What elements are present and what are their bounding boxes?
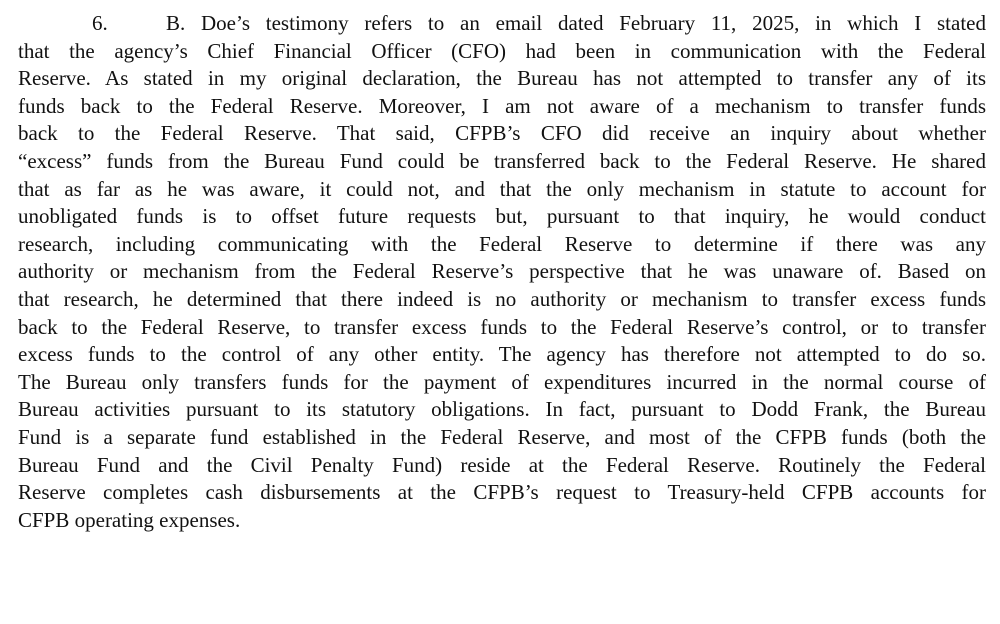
- paragraph-first-line: [18, 10, 986, 38]
- paragraph-line: that research, he determined that there indeed is no authority or mechanism to transfer excess funds: [18, 286, 986, 311]
- paragraph-line: funds back to the Federal Reserve. Moreover, I am not aware of a mechanism to transfer funds: [18, 93, 986, 118]
- paragraph-line: Fund is a separate fund established in the Federal Reserve, and most of the CFPB funds (both the: [18, 424, 986, 449]
- paragraph-line: unobligated funds is to offset future requests but, pursuant to that inquiry, he would conduct: [18, 204, 986, 229]
- paragraph-line: Bureau activities pursuant to its statutory obligations. In fact, pursuant to Dodd Frank, the Bureau: [18, 397, 986, 422]
- paragraph-line: The Bureau only transfers funds for the payment of expenditures incurred in the normal course of: [18, 369, 986, 394]
- paragraph-line: that the agency’s Chief Financial Officer (CFO) had been in communication with the Federal: [18, 38, 986, 63]
- paragraph-line: CFPB operating expenses.: [18, 507, 241, 532]
- paragraph-line: Reserve. As stated in my original declaration, the Bureau has not attempted to transfer any of its: [18, 66, 986, 91]
- paragraph-line: back to the Federal Reserve. That said, CFPB’s CFO did receive an inquiry about whether: [18, 121, 986, 146]
- paragraph-line: back to the Federal Reserve, to transfer excess funds to the Federal Reserve’s control, or to transfer: [18, 314, 986, 339]
- paragraph-line: research, including communicating with the Federal Reserve to determine if there was any: [18, 231, 986, 256]
- paragraph-line: Reserve completes cash disbursements at the CFPB’s request to Treasury-held CFPB accounts for: [18, 480, 986, 505]
- paragraph-number: 6.: [92, 11, 108, 35]
- paragraph-line: Bureau Fund and the Civil Penalty Fund) reside at the Federal Reserve. Routinely the Federal: [18, 452, 986, 477]
- paragraph-line: authority or mechanism from the Federal Reserve’s perspective that he was unaware of. Based on: [18, 259, 986, 284]
- paragraph-line: that as far as he was aware, it could not, and that the only mechanism in statute to account for: [18, 176, 986, 201]
- paragraph-line: “excess” funds from the Bureau Fund could be transferred back to the Federal Reserve. He shared: [18, 148, 986, 173]
- paragraph-line: excess funds to the control of any other entity. The agency has therefore not attempted to do so.: [18, 342, 986, 367]
- document-page: [18, 10, 986, 534]
- paragraph-line: B. Doe’s testimony refers to an email dated February 11, 2025, in which I stated: [166, 11, 986, 35]
